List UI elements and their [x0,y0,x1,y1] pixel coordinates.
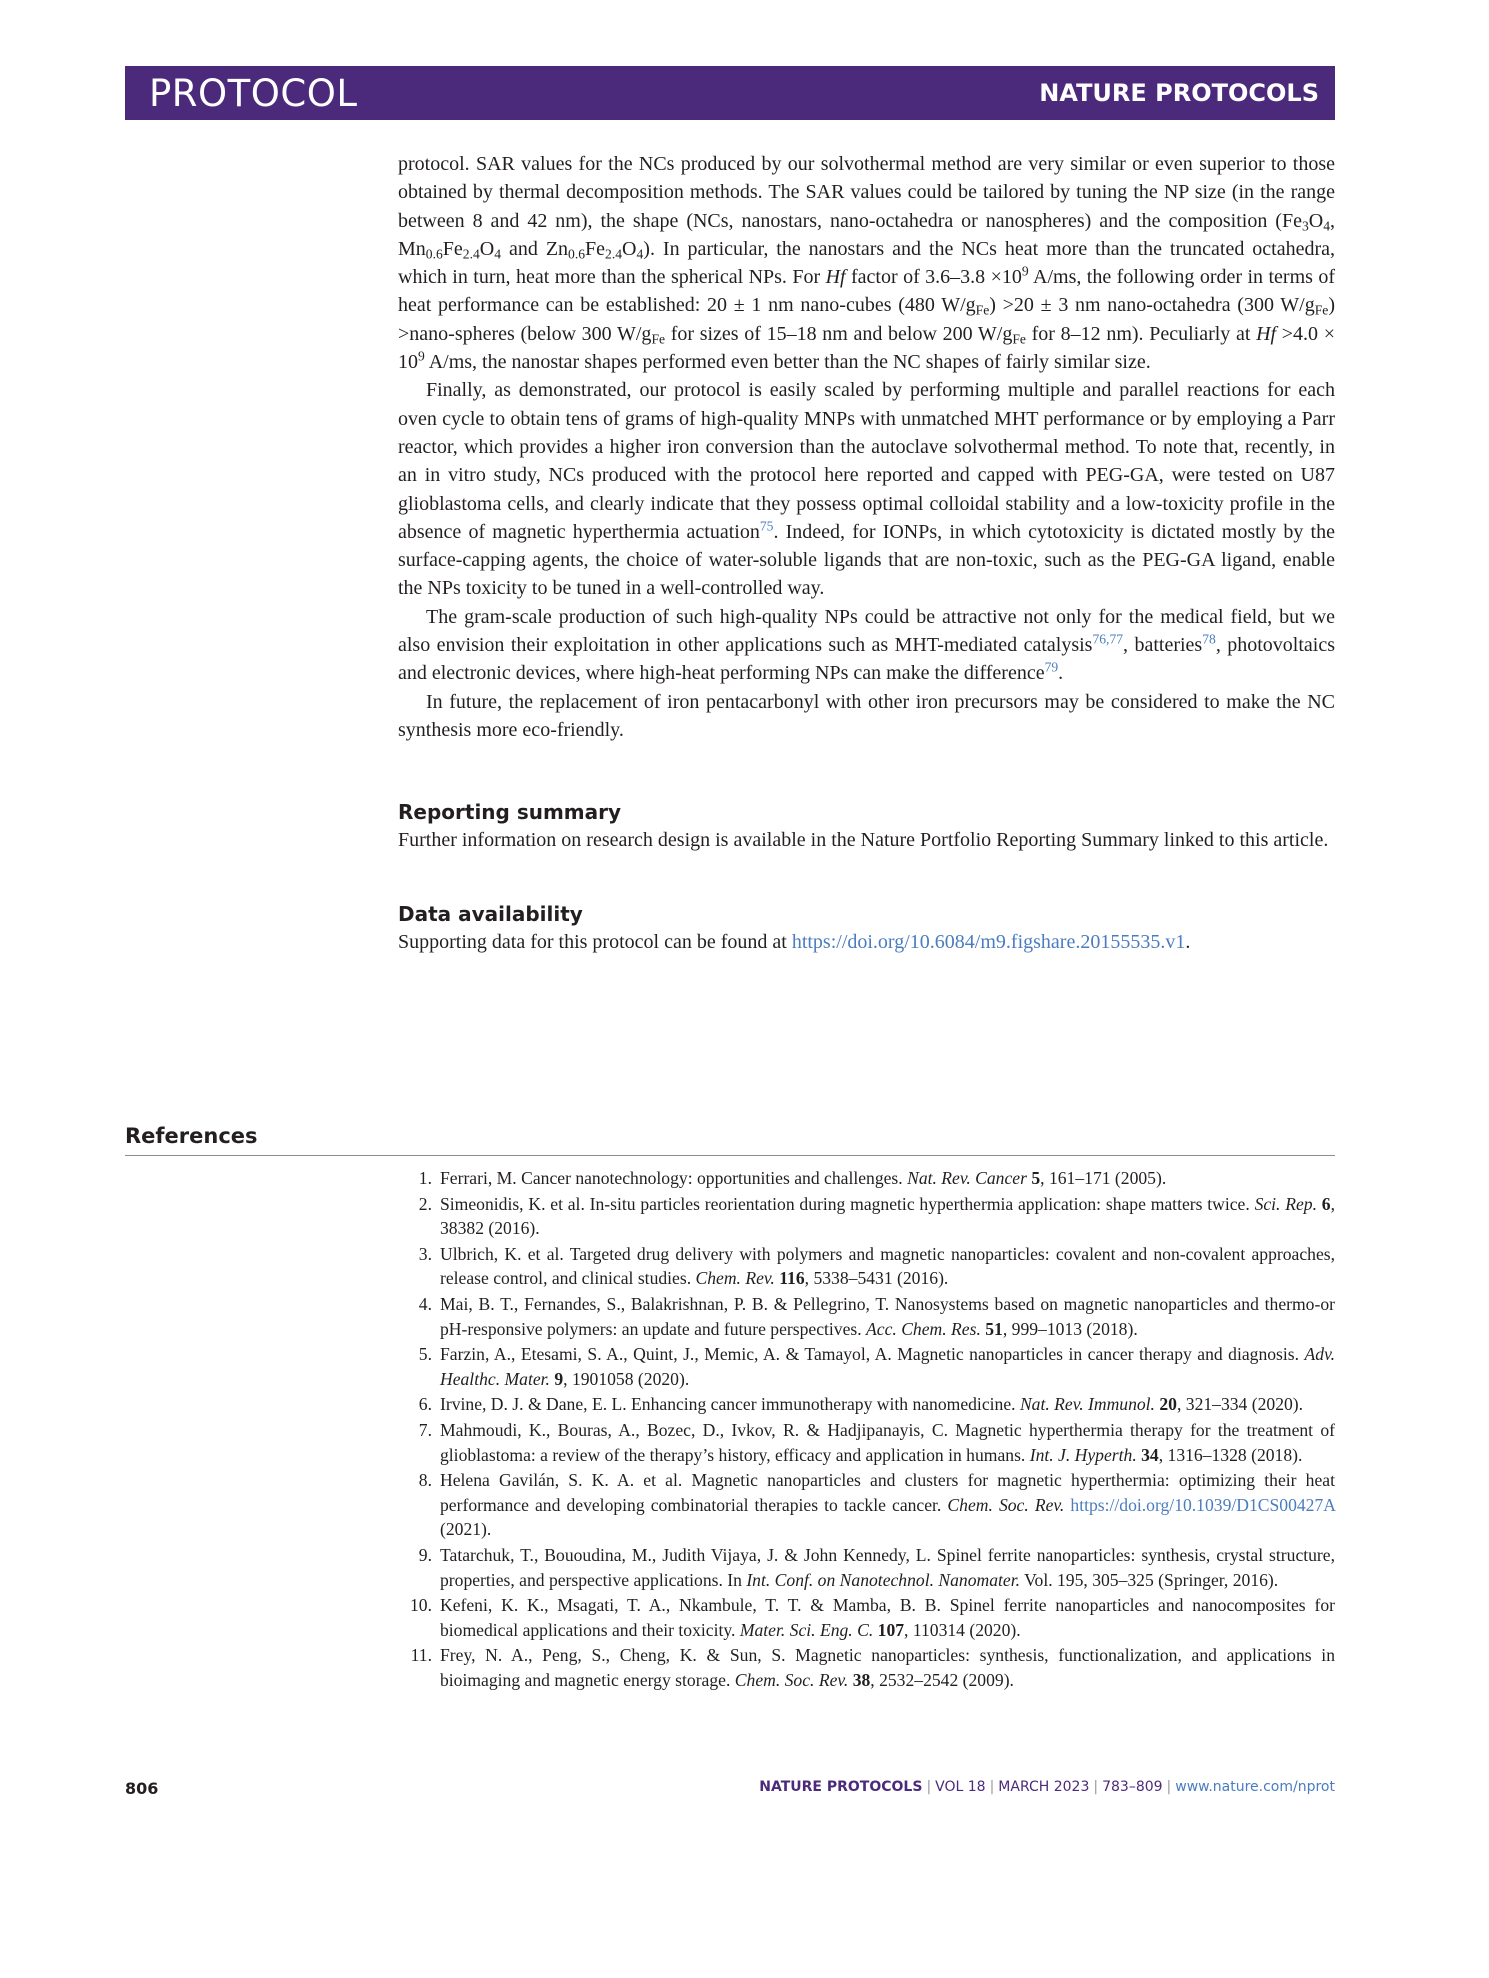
footer-volume: VOL 18 [935,1779,986,1795]
reference-item: 4. Mai, B. T., Fernandes, S., Balakrishnan, P. B. & Pellegrino, T. Nanosystems based on magnetic nanoparticles and thermo-or pH-responsive polymers: an update and future perspectives. Acc. Chem. Res. 51, 999–1013 (2018). [418,1293,1335,1339]
footer-citation: NATURE PROTOCOLS | VOL 18 | MARCH 2023 | 783–809 | www.nature.com/nprot [759,1779,1335,1795]
paragraph-1: protocol. SAR values for the NCs produced by our solvothermal method are very similar or even superior to those obtained by thermal decomposition methods. The SAR values could be tailored by tuning the NP size (in the range between 8 and 42 nm), the shape (NCs, nanostars, nano-octahedra or nanospheres) and the composition ($Fe_3O_4$, $Mn_{0.6}Fe_{2.4}O_4$ and $Zn_{0.6}Fe_{2.4}O_4$). In particular, the nanostars and the NCs heat more than the truncated octahedra, which in turn, heat more than the spherical NPs. For Hf factor of $3.6-3.8 \times 10^9$ A/ms, the following order in terms of heat performance can be established: 20 ± 1 nm nano-cubes (480 $W/g_{Fe}) >20 \pm 3$ nm nano-octahedra (300 $W/g_{Fe}$) >nano-spheres (below 300 $W/g_{Fe}$ for sizes of 15–18 nm and below 200 $W/g_{Fe}$ for 8–12 nm). Peculiarly at $Hf >4.0 \times 10^9$ A/ms, the nanostar shapes performed even better than the NC shapes of fairly similar size. [398,153,1336,374]
citation-75[interactable]: 75 [759,518,774,534]
reference-list [398,1166,1335,1693]
reference-item: 11. Frey, N. A., Peng, S., Cheng, K. & Sun, S. Magnetic nanoparticles: synthesis, functionalization, and applications in bioimaging and magnetic energy storage. Chem. Soc. Rev. 38, 2532–2542 (2009). [410,1645,1335,1690]
footer-pages: 783–809 [1102,1779,1163,1795]
reference-item: 10. Kefeni, K. K., Msagati, T. A., Nkambule, T. T. & Mamba, B. B. Spinel ferrite nanoparticles and nanocomposites for biomedical applications and their toxicity. Mater. Sci. Eng. C. 107, 110314 (2020). [410,1595,1335,1640]
reference-item: 8. Helena Gavilán, S. K. A. et al. Magnetic nanoparticles and clusters for magnetic hyperthermia: optimizing their heat performance and developing combinatorial therapies to tackle cancer. Chem. Soc. Rev. https://doi.org/10.1039/D1CS00427A (2021). [418,1470,1335,1540]
page-number: 806 [125,1779,159,1798]
citation-76[interactable]: 76 [1092,631,1107,647]
main-text [398,150,1335,956]
citation-79[interactable]: 79 [1044,659,1059,675]
reference-item: 9. Tatarchuk, T., Bououdina, M., Judith Vijaya, J. & John Kennedy, L. Spinel ferrite nanoparticles: synthesis, crystal structure, properties, and perspective applications. In Int. Conf. on Nanotechnol. Nanomater. Vol. 195, 305–325 (Springer, 2016). [418,1544,1335,1590]
citation-78[interactable]: 78 [1202,631,1216,647]
citation-77[interactable]: 77 [1109,631,1124,647]
footer-journal: NATURE PROTOCOLS [759,1779,923,1795]
journal-name: NATURE PROTOCOLS [1039,79,1319,107]
footer-date: MARCH 2023 [998,1779,1090,1795]
figshare-doi-link[interactable]: https://doi.org/10.6084/m9.figshare.20155535.v1 [791,930,1186,953]
paragraph-2: Finally, as demonstrated, our protocol is easily scaled by performing multiple and parallel reactions for each oven cycle to obtain tens of grams of high-quality MNPs with unmatched MHT performance or by employing a Parr reactor, which provides a higher iron conversion than the autoclave solvothermal method. To note that, recently, in an in vitro study, NCs produced with the protocol here reported and capped with PEG-GA, were tested on U87 glioblastoma cells, and clearly indicate that they possess optimal colloidal stability and a low-toxicity profile in the absence of magnetic hyperthermia actuation$^{75}$. Indeed, for IONPs, in which cytotoxicity is dictated mostly by the surface-capping agents, the choice of water-soluble ligands that are non-toxic, such as the PEG-GA ligand, enable the NPs toxicity to be tuned in a well-controlled way. [398,379,1335,600]
data-availability-text: Supporting data for this protocol can be found at https://doi.org/10.6084/m9.figshare.20155535.v1. [398,930,1191,953]
reference-item: 7. Mahmoudi, K., Bouras, A., Bozec, D., Ivkov, R. & Hadjipanayis, C. Magnetic hyperthermia therapy for the treatment of glioblastoma: a review of the therapy’s history, efficacy and application in humans. Int. J. Hyperth. 34, 1316–1328 (2018). [418,1419,1335,1465]
reporting-summary-heading: Reporting summary [398,800,622,825]
paragraph-3: The gram-scale production of such high-quality NPs could be attractive not only for the medical field, but we also envision their exploitation in other applications such as MHT-mediated catalysis$^{76,77}$, batteries$^{78}$, photovoltaics and electronic devices, where high-heat performing NPs can make the difference$^{79}$. [398,605,1335,685]
reference-item: 1. Ferrari, M. Cancer nanotechnology: opportunities and challenges. Nat. Rev. Cancer 5, 161–171 (2005). [418,1168,1167,1188]
paragraph-4: In future, the replacement of iron pentacarbonyl with other iron precursors may be considered to make the NC synthesis more eco-friendly. [398,690,1335,741]
journal-url-link[interactable]: www.nature.com/nprot [1175,1779,1335,1795]
reference-item: 6. Irvine, D. J. & Dane, E. L. Enhancing cancer immunotherapy with nanomedicine. Nat. Rev. Immunol. 20, 321–334 (2020). [418,1394,1304,1415]
reference-item: 2. Simeonidis, K. et al. In-situ particles reorientation during magnetic hyperthermia application: shape matters twice. Sci. Rep. 6, 38382 (2016). [418,1193,1335,1239]
reference-doi-link[interactable]: https://doi.org/10.1039/D1CS00427A [1070,1494,1335,1515]
reference-item: 3. Ulbrich, K. et al. Targeted drug delivery with polymers and magnetic nanoparticles: covalent and non-covalent approaches, release control, and clinical studies. Chem. Rev. 116, 5338–5431 (2016). [418,1243,1335,1289]
data-availability-heading: Data availability [398,901,583,926]
references-heading: References [125,1122,1335,1156]
header-bar [125,66,1335,120]
article-type-label: PROTOCOL [149,71,358,115]
reference-item: 5. Farzin, A., Etesami, S. A., Quint, J., Memic, A. & Tamayol, A. Magnetic nanoparticles in cancer therapy and diagnosis. Adv. Healthc. Mater. 9, 1901058 (2020). [418,1344,1335,1389]
reporting-summary-text: Further information on research design is available in the Nature Portfolio Reporting Summary linked to this article. [398,829,1329,852]
